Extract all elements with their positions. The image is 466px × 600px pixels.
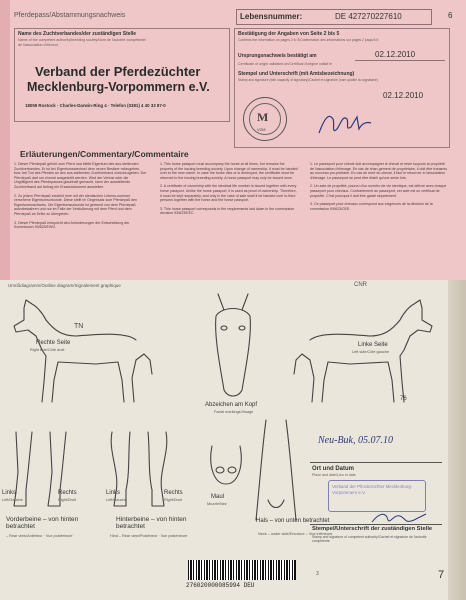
muzzle-sub: Muzzle/Nez	[207, 502, 227, 506]
front-view-label: Vorderbeine – von hinten betrachtet	[6, 516, 79, 530]
small-number: 3	[316, 571, 319, 577]
expl-en-3: 3. This horse passport corresponds to the requirements laid down in the commission decision 93/623/EEC.	[160, 206, 295, 216]
breeder-name-line2: Mecklenburg-Vorpommern e.V.	[27, 80, 210, 94]
explanations-col-fr	[310, 162, 448, 280]
hind-view-label: Hinterbeine – von hinten betrachtet	[116, 516, 187, 530]
right-side-horse-outline	[6, 290, 156, 410]
diagram-title: Umrißdiagramm/Outline diagram/Signalement graphique	[8, 283, 121, 288]
breeder-label: Name des Zuchtverbandes/der zuständigen Stelle	[18, 31, 137, 37]
expl-fr-2: 2. Un acte de propriété, pourvu d'un numéro de vie identique, est délivré avec chaque passeport pour chevaux. Contrairement au passeport, cet acte est un certificat de propriété. C'est pourquoi il doit être gardé séparément.	[310, 184, 447, 198]
stamp-date: 02.12.2010	[383, 91, 424, 100]
muzzle-label: Maul	[211, 494, 225, 500]
stamp-initials: VZM	[257, 127, 266, 132]
life-number-box	[236, 9, 432, 25]
stamp-label: Stempel und Unterschrift (mit Amtsbezeichnung)	[238, 71, 355, 77]
neck-label: Hals – von unten betrachtet	[256, 518, 330, 524]
doc-title: Pferdepass/Abstammungsnachweis	[14, 12, 126, 19]
barcode-number: 276020000085994 DEU	[186, 582, 255, 589]
explanations-heading: Erläuterungen/Commentary/Commentaire	[20, 149, 189, 159]
date-issue-label: Ursprungsnachweis bestätigt am	[238, 53, 317, 59]
front-right-sub: Right/Droit	[58, 498, 76, 502]
left-side-label: Linke Seite	[358, 342, 388, 348]
hind-left-label: Links	[106, 490, 121, 496]
breeder-address: 18059 Rostock · Charles-Darwin-Ring 4 · Telefon (0381) 4 40 33 87-0	[25, 103, 166, 108]
stamp-sub: Stamp and signature (with capacity of signatory)/Cachet et signature (nom qualité du signataire)	[238, 78, 378, 82]
head-front-outline	[198, 286, 268, 406]
cnr-label: CNR	[354, 282, 367, 288]
front-left-sub: Left/Gauche	[2, 498, 23, 502]
hind-right-sub: Right/Droit	[164, 498, 182, 502]
life-number: DE 427270227610	[335, 12, 402, 21]
top-pink-page	[0, 0, 466, 282]
neck-underside-outline	[252, 420, 302, 530]
right-side-mark: TN	[74, 323, 84, 330]
authority-stamp-sub: Stamp and signature of competent authority/Cachet et signature de l'autorité compétente	[312, 535, 427, 544]
date-issue-sub: Certificate of origin validated on/Certificat d'origine validé le	[238, 62, 333, 66]
breeder-name-line1: Verband der Pferdezüchter	[35, 64, 201, 79]
expl-fr-1: 1. Le passeport pour cheval doit accompagner le cheval et reste toujours la propriété de l'association d'élevage. En cas de chan-gement de propriétaire, il doit être transmis au nouveau pro-priétaire. En cas de mort du cheval, il faut le retourner à l'association d'élevage. Le passeport ne peut être établi qu'une seule fois.	[310, 162, 448, 180]
explanations-col-en	[160, 162, 298, 280]
head-sub: Facial markings/Visage	[214, 410, 254, 414]
front-right-label: Rechts	[58, 490, 77, 496]
place-date-sub: Place and date/Lieu et date	[312, 473, 356, 477]
date-issue: 02.12.2010	[375, 50, 416, 59]
hind-right-label: Rechts	[164, 490, 183, 496]
authority-stamp-text: Verband der Pferdezüchter Mecklenburg-Vorpommern e.V.	[332, 484, 413, 495]
expl-en-2: 2. A certificate of ownership with the identical life number is issued together with every horse passport. Unlike the horse passport, it is used as proof of ownership. Therefore, it must be kept separately, and only in the case of sale shall it be handed over to third persons together with the horse and the horse passport.	[160, 184, 297, 203]
front-legs-outline	[6, 432, 76, 522]
front-view-sub: – Rear view/Antérieur · Vue postérieure	[6, 534, 73, 538]
expl-de-1: 1. Dieser Pferdepaß gehört zum Pferd und bleibt Eigentum des aus-stellenden Zuchtverbandes. Er ist bei Eigentumswechsel dem neuen Besitzer mitzugeben, bzw. bei Tod des Pferdes an den aus-stellenden Zuchtverband zurückzugeben. Der Pferdepaß darf nur einmal ausgestellt werden. Wird der Verlust oder die Ungültigkeit des Pferdepasses glaubhaft gemacht, kann der ausstellende Zuchtverband auf Antrag ein Ersatzdokument ausstellen.	[14, 162, 147, 189]
place-date-handwritten: Neu-Buk, 05.07.10	[318, 435, 393, 446]
front-left-label: Links	[2, 490, 17, 496]
barcode	[188, 560, 296, 580]
left-side-number: 76	[400, 396, 407, 402]
signature-scribble	[315, 109, 375, 139]
breeder-label-fr: de l'association d'éleveur	[18, 43, 58, 47]
page-number-bottom: 7	[438, 569, 445, 581]
left-side-sub: Left side/Côté gauche	[352, 350, 389, 354]
expl-de-3: 3. Dieser Pferdepaß entspricht den Anforderungen der Entscheidung der Kommission 93/623/EWG.	[14, 220, 130, 230]
muzzle-outline	[206, 440, 246, 490]
hind-left-sub: Left/Gauche	[106, 498, 127, 502]
breeder-label-en: Name of the competent authority/breeding society/Nom de l'autorité compétente/	[18, 38, 147, 42]
expl-en-1: 1. This horse passport must accompany the horse at all times, but remains the property of the issuing breeding society. Upon change of ownership, it must be handed over to the new owner. In case the horse dies or is destroyed, the certificate must be returned to the issuing breeding society. A horse passport may only be issued once.	[160, 162, 298, 180]
authority-stamp-label: Stempel/Unterschrift der zuständigen Stelle	[312, 526, 433, 532]
confirm-title: Bestätigung der Angaben von Seite 2 bis 5	[238, 31, 340, 37]
signature-block	[310, 430, 446, 544]
authority-signature	[370, 508, 430, 528]
head-label: Abzeichen am Kopf	[205, 402, 258, 408]
life-number-label: Lebensnummer:	[240, 12, 303, 21]
expl-de-2: 2. Zu jedem Pferdepaß existiert eine mit der identischen Lebens-nummer versehene Eigentumsurkunde. Diese stellt im Gegensatz zum Pferdepaß den Eigentumsnachweis. Die Eigentumsurkunde ist getrennt von dem Pferdepaß aufzubewahren und nur im Falle der Veräußerung mit dem Pferd und dem Pferdepaß an Dritte zu übergeben.	[14, 193, 138, 216]
page-number-top: 6	[448, 11, 453, 20]
right-side-label: Rechte Seite	[36, 340, 71, 346]
round-stamp	[243, 97, 287, 141]
hind-view-sub: Hind – Rear view/Postérieur · Vue postérieure	[110, 534, 188, 538]
neck-sub: Neck – under side/Encolure – Vue inférieure	[258, 532, 333, 536]
expl-fr-3: 3. Ce passeport pour chevaux correspond aux exigences de la décision de la commission 93/623/CEE.	[310, 202, 433, 211]
confirm-subtitle: Confirms the information on pages 2 to 5/Confirmation des informations sur pages 2 jusqu'à 5	[238, 38, 379, 42]
explanations-col-de	[14, 162, 148, 280]
right-side-sub: Right side/Côté droit	[30, 348, 65, 352]
hind-legs-outline	[104, 432, 174, 522]
stamp-letter: M	[257, 110, 269, 124]
place-date-label: Ort und Datum	[312, 466, 354, 472]
confirm-box	[234, 28, 450, 148]
breeder-box	[14, 28, 230, 122]
bottom-cream-page	[0, 280, 466, 600]
